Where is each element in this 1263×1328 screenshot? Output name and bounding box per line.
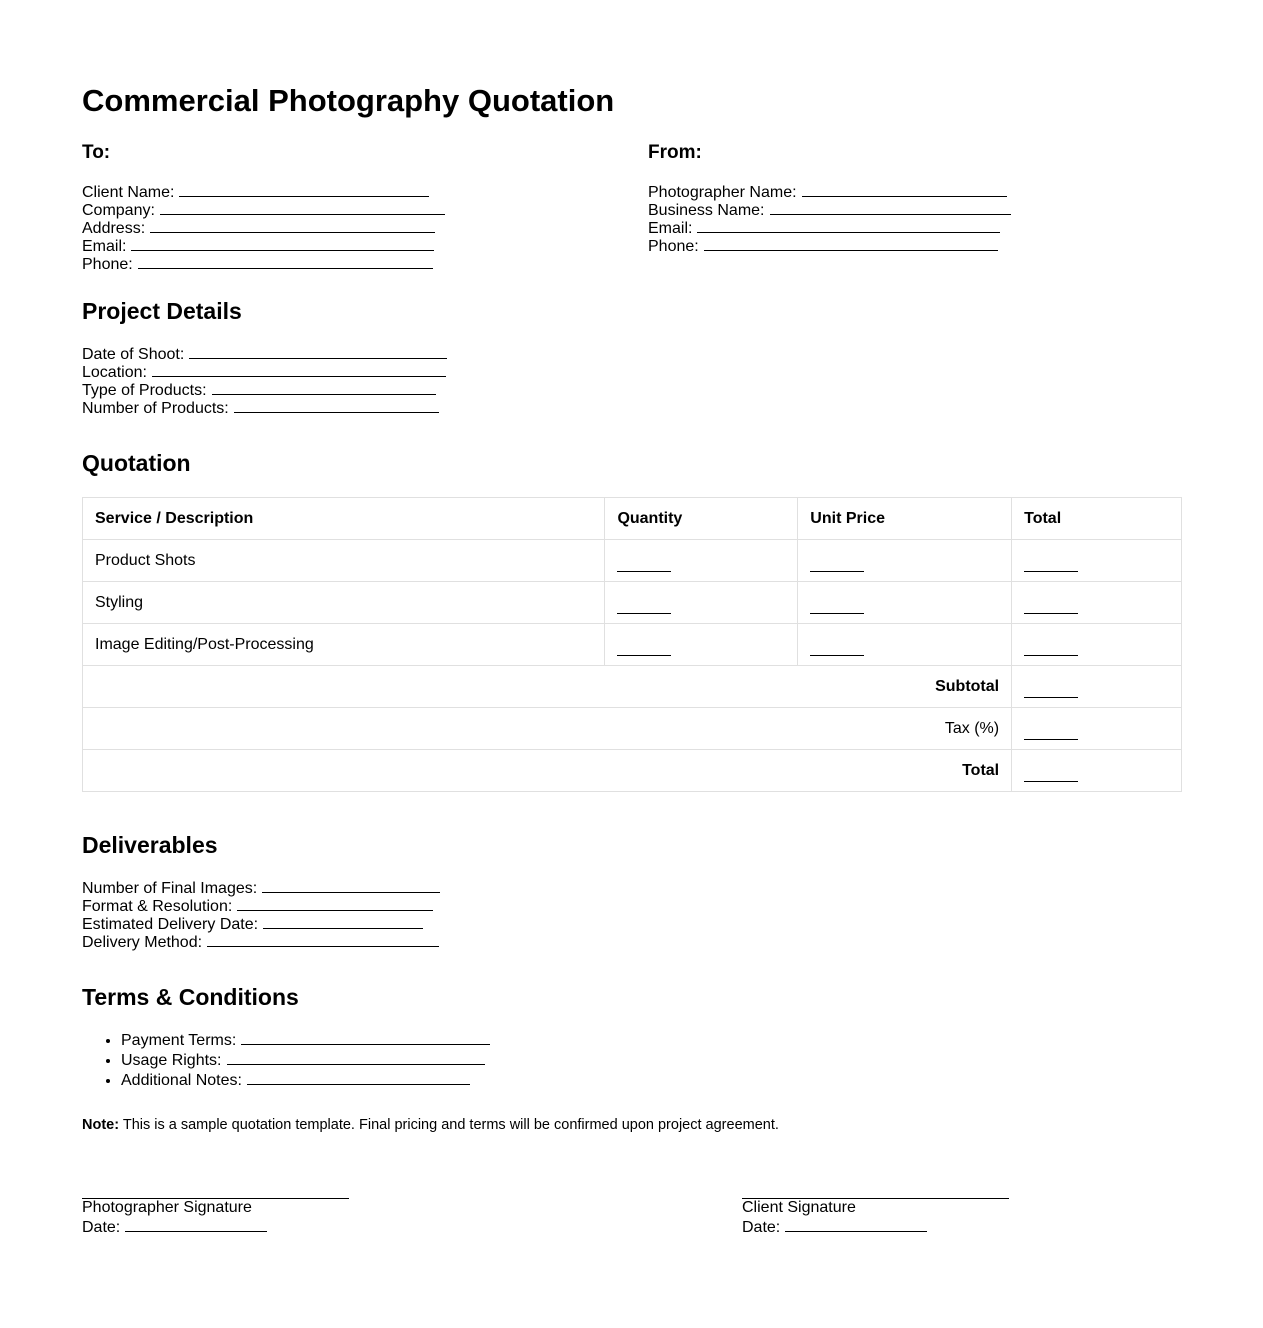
client-name-blank[interactable] bbox=[179, 182, 429, 197]
subtotal-blank[interactable] bbox=[1024, 683, 1078, 698]
tax-row bbox=[83, 708, 1182, 750]
photographer-phone-blank[interactable] bbox=[704, 236, 998, 251]
service-cell: Product Shots bbox=[83, 540, 605, 582]
photographer-signature-label: Photographer Signature bbox=[82, 1199, 252, 1216]
total-blank[interactable] bbox=[1024, 557, 1078, 572]
additional-notes-blank[interactable] bbox=[247, 1070, 470, 1085]
grand-total-row bbox=[83, 750, 1182, 792]
table-row bbox=[83, 624, 1182, 666]
column-header-unit-price: Unit Price bbox=[798, 498, 1012, 540]
subtotal-label: Subtotal bbox=[83, 666, 1012, 708]
client-phone-field[interactable]: Phone: bbox=[82, 254, 445, 272]
from-heading: From: bbox=[648, 142, 702, 163]
photographer-email-field[interactable]: Email: bbox=[648, 218, 1011, 236]
client-signature-block bbox=[742, 1178, 1009, 1237]
unit-price-cell[interactable] bbox=[798, 582, 1012, 624]
date-of-shoot-field[interactable]: Date of Shoot: bbox=[82, 344, 447, 362]
client-signature-label: Client Signature bbox=[742, 1199, 856, 1216]
document-title: Commercial Photography Quotation bbox=[82, 83, 615, 118]
unit-price-cell[interactable] bbox=[798, 624, 1012, 666]
column-header-total: Total bbox=[1012, 498, 1182, 540]
company-blank[interactable] bbox=[160, 200, 445, 215]
total-cell[interactable] bbox=[1012, 540, 1182, 582]
list-item[interactable]: • Usage Rights: bbox=[121, 1050, 490, 1070]
delivery-method-blank[interactable] bbox=[207, 932, 439, 947]
company-field[interactable]: Company: bbox=[82, 200, 445, 218]
photographer-signature-line[interactable] bbox=[82, 1178, 349, 1199]
grand-total-cell[interactable] bbox=[1012, 750, 1182, 792]
table-row bbox=[83, 582, 1182, 624]
quantity-blank[interactable] bbox=[617, 557, 671, 572]
note-label: Note: bbox=[82, 1117, 120, 1133]
quantity-blank[interactable] bbox=[617, 641, 671, 656]
quantity-cell[interactable] bbox=[605, 624, 798, 666]
table-row bbox=[83, 540, 1182, 582]
to-heading: To: bbox=[82, 142, 111, 163]
photographer-date-blank[interactable] bbox=[125, 1217, 267, 1232]
subtotal-row bbox=[83, 666, 1182, 708]
number-of-products-blank[interactable] bbox=[234, 398, 439, 413]
client-name-field[interactable]: Client Name: bbox=[82, 182, 445, 200]
unit-price-blank[interactable] bbox=[810, 641, 864, 656]
total-blank[interactable] bbox=[1024, 641, 1078, 656]
type-of-products-blank[interactable] bbox=[212, 380, 436, 395]
location-blank[interactable] bbox=[152, 362, 446, 377]
quantity-cell[interactable] bbox=[605, 582, 798, 624]
client-date-field[interactable]: Date: bbox=[742, 1217, 1009, 1237]
to-fields bbox=[82, 182, 445, 272]
table-header-row bbox=[83, 498, 1182, 540]
deliverables-fields bbox=[82, 878, 440, 950]
client-signature-line[interactable] bbox=[742, 1178, 1009, 1199]
payment-terms-blank[interactable] bbox=[241, 1030, 490, 1045]
date-of-shoot-blank[interactable] bbox=[189, 344, 447, 359]
quantity-blank[interactable] bbox=[617, 599, 671, 614]
list-item[interactable]: • Payment Terms: bbox=[121, 1030, 490, 1050]
total-cell[interactable] bbox=[1012, 582, 1182, 624]
unit-price-cell[interactable] bbox=[798, 540, 1012, 582]
unit-price-blank[interactable] bbox=[810, 599, 864, 614]
grand-total-blank[interactable] bbox=[1024, 767, 1078, 782]
terms-heading: Terms & Conditions bbox=[82, 984, 299, 1010]
photographer-phone-field[interactable]: Phone: bbox=[648, 236, 1011, 254]
tax-blank[interactable] bbox=[1024, 725, 1078, 740]
delivery-method-field[interactable]: Delivery Method: bbox=[82, 932, 440, 950]
service-cell: Image Editing/Post-Processing bbox=[83, 624, 605, 666]
quantity-cell[interactable] bbox=[605, 540, 798, 582]
location-field[interactable]: Location: bbox=[82, 362, 447, 380]
photographer-name-blank[interactable] bbox=[802, 182, 1007, 197]
address-field[interactable]: Address: bbox=[82, 218, 445, 236]
estimated-delivery-date-field[interactable]: Estimated Delivery Date: bbox=[82, 914, 440, 932]
column-header-service: Service / Description bbox=[83, 498, 605, 540]
address-blank[interactable] bbox=[150, 218, 435, 233]
format-resolution-blank[interactable] bbox=[237, 896, 433, 911]
business-name-blank[interactable] bbox=[770, 200, 1011, 215]
client-email-field[interactable]: Email: bbox=[82, 236, 445, 254]
number-of-final-images-blank[interactable] bbox=[262, 878, 440, 893]
photographer-email-blank[interactable] bbox=[697, 218, 1000, 233]
total-cell[interactable] bbox=[1012, 624, 1182, 666]
client-date-blank[interactable] bbox=[785, 1217, 927, 1232]
note bbox=[82, 1117, 779, 1133]
project-details-heading: Project Details bbox=[82, 298, 242, 324]
tax-cell[interactable] bbox=[1012, 708, 1182, 750]
client-phone-blank[interactable] bbox=[138, 254, 433, 269]
photographer-date-field[interactable]: Date: bbox=[82, 1217, 349, 1237]
subtotal-cell[interactable] bbox=[1012, 666, 1182, 708]
terms-list bbox=[82, 1030, 490, 1090]
quotation-heading: Quotation bbox=[82, 450, 191, 476]
type-of-products-field[interactable]: Type of Products: bbox=[82, 380, 447, 398]
deliverables-heading: Deliverables bbox=[82, 832, 218, 858]
grand-total-label: Total bbox=[83, 750, 1012, 792]
from-fields bbox=[648, 182, 1011, 254]
tax-label: Tax (%) bbox=[83, 708, 1012, 750]
service-cell: Styling bbox=[83, 582, 605, 624]
quotation-table bbox=[82, 497, 1182, 792]
estimated-delivery-date-blank[interactable] bbox=[263, 914, 423, 929]
unit-price-blank[interactable] bbox=[810, 557, 864, 572]
column-header-quantity: Quantity bbox=[605, 498, 798, 540]
business-name-field[interactable]: Business Name: bbox=[648, 200, 1011, 218]
client-email-blank[interactable] bbox=[131, 236, 434, 251]
list-item[interactable]: • Additional Notes: bbox=[121, 1070, 490, 1090]
photographer-name-field[interactable]: Photographer Name: bbox=[648, 182, 1011, 200]
total-blank[interactable] bbox=[1024, 599, 1078, 614]
note-text: This is a sample quotation template. Final pricing and terms will be confirmed upon project agreement. bbox=[122, 1117, 779, 1133]
number-of-final-images-field[interactable]: Number of Final Images: bbox=[82, 878, 440, 896]
number-of-products-field[interactable]: Number of Products: bbox=[82, 398, 447, 416]
project-fields bbox=[82, 344, 447, 416]
usage-rights-blank[interactable] bbox=[227, 1050, 485, 1065]
photographer-signature-block bbox=[82, 1178, 349, 1237]
format-resolution-field[interactable]: Format & Resolution: bbox=[82, 896, 440, 914]
